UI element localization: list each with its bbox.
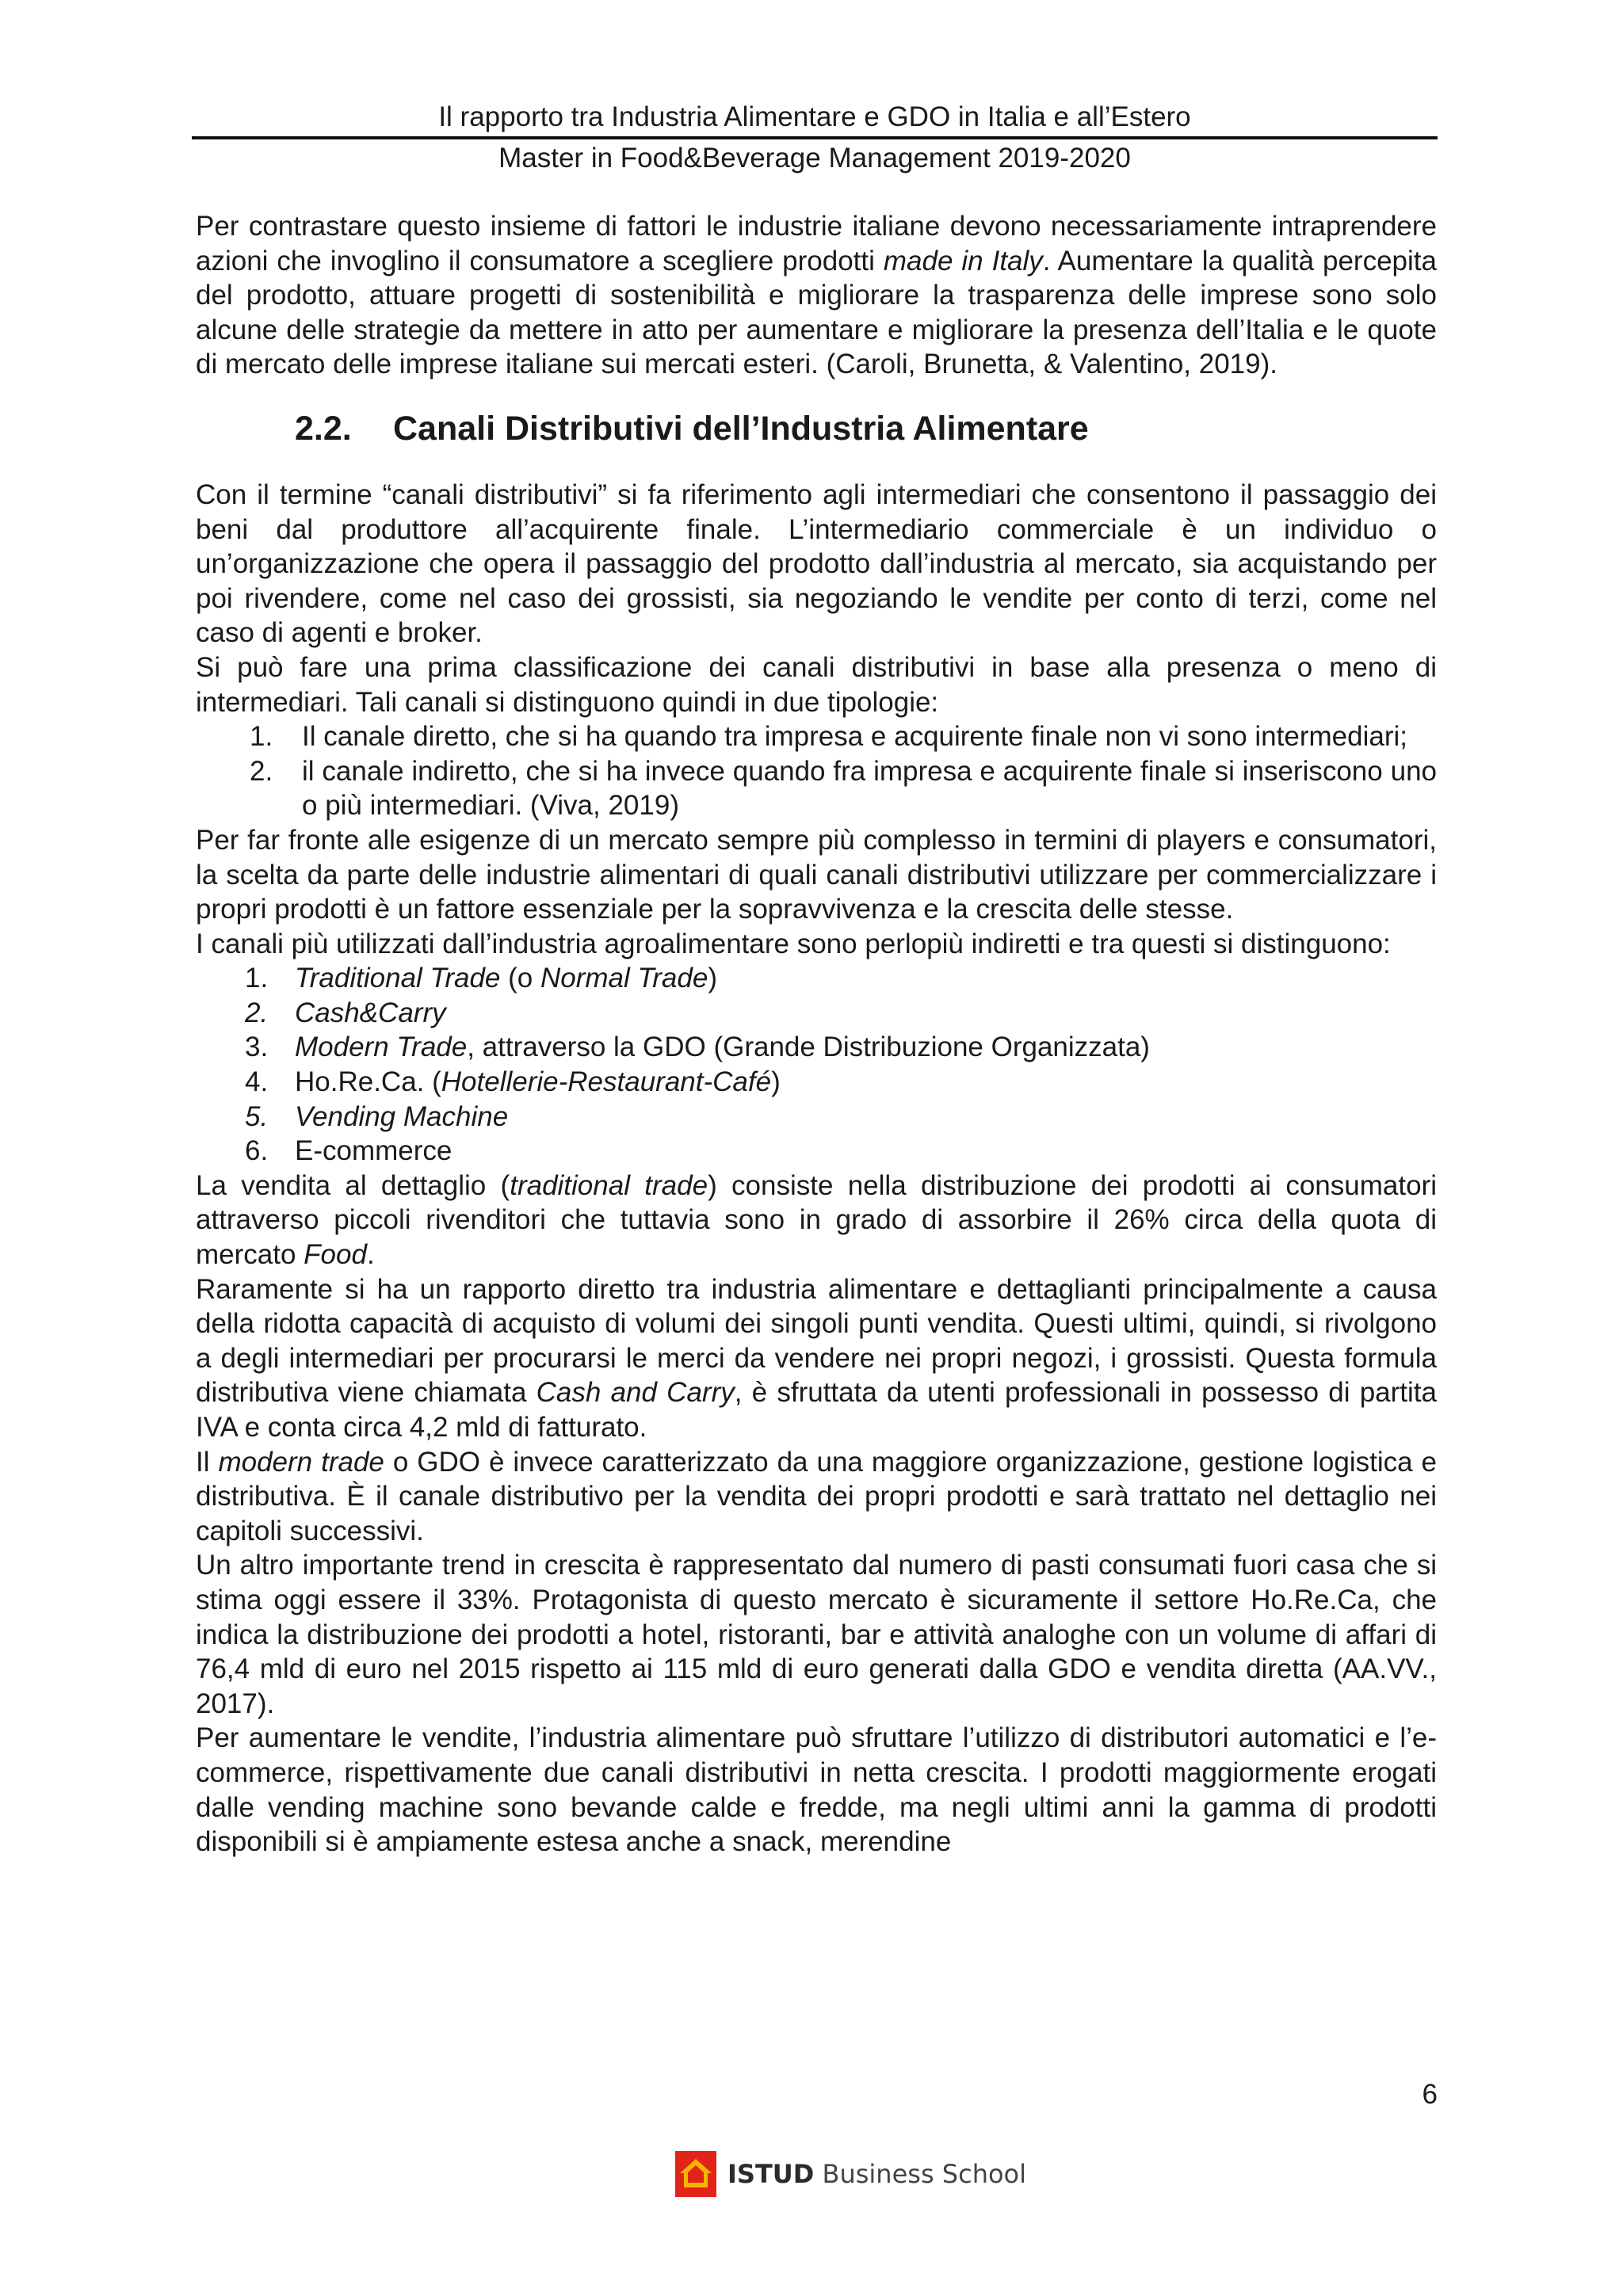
page-header — [192, 100, 1438, 174]
section-title: Canali Distributivi dell’Industria Alimentare — [393, 409, 1089, 448]
paragraph-5: I canali più utilizzati dall’industria agroalimentare sono perlopiù indiretti e tra questi si distinguono: — [196, 928, 1391, 959]
istud-house-logo-icon — [675, 2151, 716, 2197]
paragraph-6: La vendita al dettaglio (traditional trade) consiste nella distribuzione dei prodotti ai consumatori attraverso piccoli rivenditori che tuttavia sono in grado di assorbire il 26% circa della quota di mercato Food. — [196, 1169, 1437, 1271]
paragraph-1: Per contrastare questo insieme di fattori le industrie italiane devono necessariamente intraprendere azioni che invoglino il consumatore a scegliere prodotti made in Italy. Aumentare la qualità percepita del prodotto, attuare progetti di sostenibilità e migliorare la trasparenza delle imprese sono solo alcune delle strategie da mettere in atto per aumentare e migliorare la presenza dell’Italia e le quote di mercato delle imprese italiane sui mercati esteri. (Caroli, Brunetta, & Valentino, 2019). — [196, 211, 1437, 380]
list-item: 4. Ho.Re.Ca. (Hotellerie-Restaurant-Café) — [245, 1066, 781, 1098]
header-subtitle: Master in Food&Beverage Management 2019-2020 — [498, 143, 1131, 174]
header-rule — [192, 136, 1438, 139]
paragraph-4: Per far fronte alle esigenze di un mercato sempre più complesso in termini di players e consumatori, la scelta da parte delle industrie alimentari di quali canali distributivi utilizzare per commercializzare i propri prodotti è un fattore essenziale per la sopravvivenza e la crescita delle stesse. — [196, 824, 1437, 925]
list-item: 2. il canale indiretto, che si ha invece quando fra impresa e acquirente finale si inseriscono uno o più intermediari. (Viva, 2019) — [250, 755, 1437, 822]
section-heading — [295, 409, 1437, 448]
list-item: 5. Vending Machine — [245, 1100, 509, 1132]
distribution-channels-list — [196, 961, 1437, 1169]
list-item: 3. Modern Trade, attraverso la GDO (Grande Distribuzione Organizzata) — [245, 1032, 1150, 1063]
list-item: 1. Traditional Trade (o Normal Trade) — [245, 963, 717, 994]
list-item: 1. Il canale diretto, che si ha quando tra impresa e acquirente finale non vi sono intermediari; — [250, 721, 1407, 753]
header-title: Il rapporto tra Industria Alimentare e GDO in Italia e all’Estero — [438, 101, 1191, 132]
paragraph-7: Raramente si ha un rapporto diretto tra industria alimentare e dettaglianti principalmente a causa della ridotta capacità di acquisto di volumi dei singoli punti vendita. Questi ultimi, quindi, si rivolgono a degli intermediari per procurarsi le merci da vendere nei propri negozi, i grossisti. Questa formula distributiva viene chiamata Cash and Carry, è sfruttata da utenti professionali in possesso di partita IVA e conta circa 4,2 mld di fatturato. — [196, 1273, 1437, 1443]
logo-text: ISTUD Business School — [727, 2159, 1027, 2189]
list-item: 6. E-commerce — [245, 1135, 453, 1167]
paragraph-8: Il modern trade o GDO è invece caratterizzato da una maggiore organizzazione, gestione logistica e distributiva. È il canale distributivo per la vendita dei propri prodotti e sarà trattato nel dettaglio nei capitoli successivi. — [196, 1446, 1437, 1547]
page-number: 6 — [1422, 2079, 1438, 2110]
paragraph-10: Per aumentare le vendite, l’industria alimentare può sfruttare l’utilizzo di distributori automatici e l’e-commerce, rispettivamente due canali distributivi in netta crescita. I prodotti maggiormente erogati dalle vending machine sono bevande calde e fredde, ma negli ultimi anni la gamma di prodotti disponibili si è ampiamente estesa anche a snack, merendine — [196, 1722, 1437, 1858]
section-number: 2.2. — [295, 409, 352, 448]
paragraph-2: Con il termine “canali distributivi” si fa riferimento agli intermediari che consentono il passaggio dei beni dal produttore all’acquirente finale. L’intermediario commerciale è un individuo o un’organizzazione che opera il passaggio del prodotto dall’industria al mercato, sia acquistando per poi rivendere, come nel caso dei grossisti, sia negoziando le vendite per conto di terzi, come nel caso di agenti e broker. — [196, 479, 1437, 649]
footer-logo — [675, 2150, 1026, 2198]
paragraph-9: Un altro importante trend in crescita è rappresentato dal numero di pasti consumati fuori casa che si stima oggi essere il 33%. Protagonista di questo mercato è sicuramente il settore Ho.Re.Ca, che indica la distribuzione dei prodotti a hotel, ristoranti, bar e attività analoghe con un volume di affari di 76,4 mld di euro nel 2015 rispetto ai 115 mld di euro generati dalla GDO e vendita diretta (AA.VV., 2017). — [196, 1550, 1437, 1719]
document-body — [196, 209, 1437, 1859]
list-item: 2. Cash&Carry — [245, 997, 446, 1028]
paragraph-3: Si può fare una prima classificazione dei canali distributivi in base alla presenza o meno di intermediari. Tali canali si distinguono quindi in due tipologie: — [196, 651, 1437, 718]
channel-types-list — [196, 719, 1437, 823]
